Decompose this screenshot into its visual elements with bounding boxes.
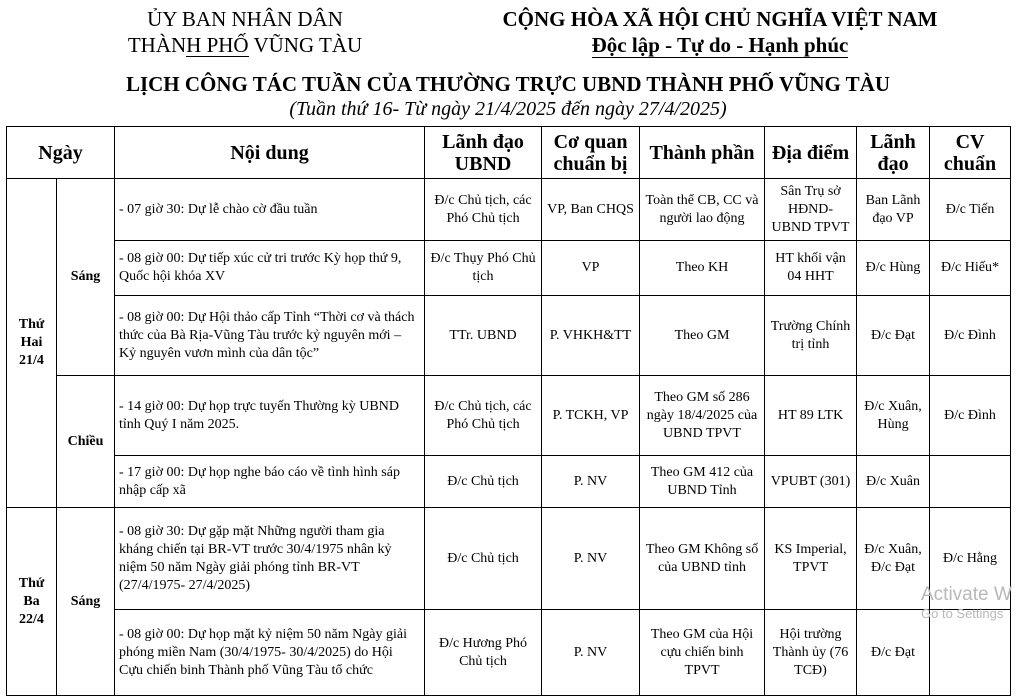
header-content: Nội dung bbox=[115, 127, 425, 179]
row-cv: Đ/c Đình bbox=[930, 376, 1011, 456]
header-location: Địa điểm bbox=[765, 127, 857, 179]
org-line-1: ỦY BAN NHÂN DÂN bbox=[147, 7, 343, 31]
header-day: Ngày bbox=[7, 127, 115, 179]
row-leader: TTr. UBND bbox=[425, 296, 542, 376]
row-leader: Đ/c Thụy Phó Chủ tịch bbox=[425, 241, 542, 296]
row-location: Hội trường Thành ủy (76 TCĐ) bbox=[765, 610, 857, 696]
row-location: KS Imperial, TPVT bbox=[765, 508, 857, 610]
table-row bbox=[7, 456, 1011, 508]
row-content: - 07 giờ 30: Dự lễ chào cờ đầu tuần bbox=[115, 179, 425, 241]
row-participants: Theo GM bbox=[640, 296, 765, 376]
row-cv: Đ/c Tiến bbox=[930, 179, 1011, 241]
day-cell-monday: Thứ Hai 21/4 bbox=[7, 179, 57, 508]
row-location: VPUBT (301) bbox=[765, 456, 857, 508]
table-row bbox=[7, 610, 1011, 696]
table-row bbox=[7, 241, 1011, 296]
row-participants: Theo KH bbox=[640, 241, 765, 296]
row-content: - 08 giờ 00: Dự Hội thảo cấp Tỉnh “Thời cơ và thách thức của Bà Rịa-Vũng Tàu trước kỷ nguyên mới – Kỷ nguyên vươn mình của dân tộc” bbox=[115, 296, 425, 376]
row-lead: Ban Lãnh đạo VP bbox=[857, 179, 930, 241]
row-agency: P. NV bbox=[542, 456, 640, 508]
watermark-line-2: Go to Settings bbox=[921, 606, 1004, 621]
org-line-2-part-a: THÀN bbox=[127, 33, 187, 57]
row-agency: P. NV bbox=[542, 610, 640, 696]
row-lead: Đ/c Xuân, Hùng bbox=[857, 376, 930, 456]
row-location: HT 89 LTK bbox=[765, 376, 857, 456]
motto: Độc lập - Tự do - Hạnh phúc bbox=[591, 33, 849, 57]
header-participants: Thành phần bbox=[640, 127, 765, 179]
row-participants: Theo GM số 286 ngày 18/4/2025 của UBND TPVT bbox=[640, 376, 765, 456]
table-header-row bbox=[7, 127, 1011, 179]
day-cell-tuesday: Thứ Ba 22/4 bbox=[7, 508, 57, 696]
row-location: Trường Chính trị tỉnh bbox=[765, 296, 857, 376]
header-cv: CV chuẩn bbox=[930, 127, 1011, 179]
row-agency: P. NV bbox=[542, 508, 640, 610]
org-line-2-underlined: H PHỐ bbox=[186, 33, 249, 57]
row-leader: Đ/c Hương Phó Chủ tịch bbox=[425, 610, 542, 696]
table-row bbox=[7, 376, 1011, 456]
row-lead: Đ/c Xuân bbox=[857, 456, 930, 508]
row-agency: P. TCKH, VP bbox=[542, 376, 640, 456]
session-morning: Sáng bbox=[57, 179, 115, 376]
session-afternoon: Chiều bbox=[57, 376, 115, 508]
row-participants: Theo GM của Hội cựu chiến binh TPVT bbox=[640, 610, 765, 696]
schedule-table bbox=[6, 126, 1011, 696]
row-leader: Đ/c Chủ tịch, các Phó Chủ tịch bbox=[425, 179, 542, 241]
table-row bbox=[7, 296, 1011, 376]
row-cv bbox=[930, 610, 1011, 696]
header-agency: Cơ quan chuẩn bị bbox=[542, 127, 640, 179]
row-content: - 17 giờ 00: Dự họp nghe báo cáo về tình hình sáp nhập cấp xã bbox=[115, 456, 425, 508]
org-line-2-part-c: VŨNG TÀU bbox=[248, 33, 363, 57]
row-leader: Đ/c Chủ tịch bbox=[425, 508, 542, 610]
row-agency: VP bbox=[542, 241, 640, 296]
row-location: HT khối vận 04 HHT bbox=[765, 241, 857, 296]
row-content: - 08 giờ 00: Dự họp mặt kỷ niệm 50 năm Ngày giải phóng miền Nam (30/4/1975- 30/4/2025) do Hội Cựu chiến binh Thành phố Vũng Tàu tổ chức bbox=[115, 610, 425, 696]
header-leader: Lãnh đạo UBND bbox=[425, 127, 542, 179]
row-cv: Đ/c Hiếu* bbox=[930, 241, 1011, 296]
row-lead: Đ/c Đạt bbox=[857, 296, 930, 376]
row-location: Sân Trụ sở HĐND- UBND TPVT bbox=[765, 179, 857, 241]
row-participants: Toàn thể CB, CC và người lao động bbox=[640, 179, 765, 241]
row-content: - 14 giờ 00: Dự họp trực tuyến Thường kỳ UBND tỉnh Quý I năm 2025. bbox=[115, 376, 425, 456]
org-line-2 bbox=[70, 32, 420, 58]
row-content: - 08 giờ 30: Dự gặp mặt Những người tham gia kháng chiến tại BR-VT trước 30/4/1975 nhân kỷ niệm 50 năm Ngày giải phóng tỉnh BR-VT (27/4/1975- 27/4/2025) bbox=[115, 508, 425, 610]
document-subtitle: (Tuần thứ 16- Từ ngày 21/4/2025 đến ngày 27/4/2025) bbox=[289, 98, 727, 120]
activation-watermark bbox=[921, 584, 1012, 621]
row-participants: Theo GM 412 của UBND Tỉnh bbox=[640, 456, 765, 508]
document-title: LỊCH CÔNG TÁC TUẦN CỦA THƯỜNG TRỰC UBND THÀNH PHỐ VŨNG TÀU bbox=[125, 72, 891, 96]
nation-line: CỘNG HÒA XÃ HỘI CHỦ NGHĨA VIỆT NAM bbox=[502, 7, 938, 31]
session-morning-tuesday: Sáng bbox=[57, 508, 115, 696]
row-cv: Đ/c Hằng bbox=[930, 508, 1011, 610]
national-header bbox=[460, 6, 980, 58]
row-lead: Đ/c Hùng bbox=[857, 241, 930, 296]
row-leader: Đ/c Chủ tịch bbox=[425, 456, 542, 508]
row-content: - 08 giờ 00: Dự tiếp xúc cử tri trước Kỳ họp thứ 9, Quốc hội khóa XV bbox=[115, 241, 425, 296]
row-cv: Đ/c Đình bbox=[930, 296, 1011, 376]
table-row bbox=[7, 508, 1011, 610]
row-agency: P. VHKH&TT bbox=[542, 296, 640, 376]
header-lead: Lãnh đạo bbox=[857, 127, 930, 179]
organization-header bbox=[70, 6, 420, 58]
row-lead: Đ/c Đạt bbox=[857, 610, 930, 696]
row-leader: Đ/c Chủ tịch, các Phó Chủ tịch bbox=[425, 376, 542, 456]
row-lead: Đ/c Xuân, Đ/c Đạt bbox=[857, 508, 930, 610]
row-cv bbox=[930, 456, 1011, 508]
row-agency: VP, Ban CHQS bbox=[542, 179, 640, 241]
row-participants: Theo GM Không số của UBND tỉnh bbox=[640, 508, 765, 610]
table-row bbox=[7, 179, 1011, 241]
watermark-line-1: Activate W bbox=[921, 584, 1012, 605]
